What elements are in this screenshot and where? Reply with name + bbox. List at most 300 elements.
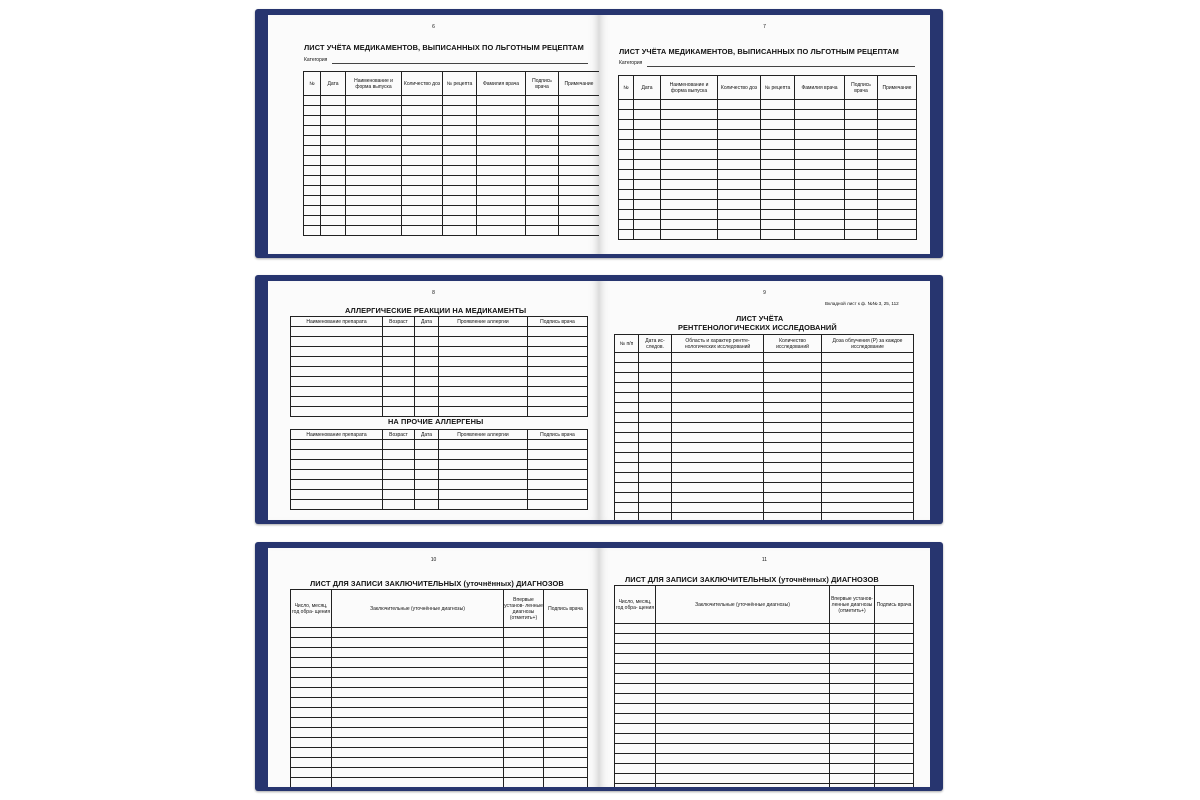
table-cell [439, 377, 528, 387]
table-cell [615, 624, 656, 634]
table-row [615, 423, 914, 433]
table-cell [291, 460, 383, 470]
table-cell [619, 170, 634, 180]
table-row [619, 200, 917, 210]
table-cell [528, 470, 588, 480]
table-cell [504, 758, 544, 768]
table-cell [415, 367, 439, 377]
table-row [291, 768, 588, 778]
table-cell [291, 470, 383, 480]
table-cell [528, 337, 588, 347]
table-cell [656, 644, 830, 654]
table-cell [559, 176, 600, 186]
table-cell [615, 734, 656, 744]
table-cell [639, 493, 672, 503]
table-cell [615, 764, 656, 774]
table-cell [528, 490, 588, 500]
table-cell [291, 337, 383, 347]
table-cell [544, 708, 588, 718]
table-cell [718, 110, 761, 120]
table-cell [830, 694, 875, 704]
table-cell [619, 140, 634, 150]
table-cell [504, 708, 544, 718]
table-cell [764, 503, 822, 513]
table-cell [830, 684, 875, 694]
table-cell [346, 186, 402, 196]
table-cell [845, 150, 878, 160]
page-9 [599, 281, 930, 520]
table-cell [822, 483, 914, 493]
table-cell [830, 624, 875, 634]
table-cell [415, 347, 439, 357]
table-cell [764, 463, 822, 473]
table-row [291, 738, 588, 748]
table-cell [822, 433, 914, 443]
table-cell [291, 397, 383, 407]
table-cell [795, 110, 845, 120]
table-cell [544, 658, 588, 668]
table-cell [656, 664, 830, 674]
table-cell [795, 190, 845, 200]
table-cell [291, 678, 332, 688]
table-cell [346, 156, 402, 166]
table-cell [634, 150, 661, 160]
table-row [291, 500, 588, 510]
table-cell [661, 140, 718, 150]
table-row [291, 357, 588, 367]
table-cell [634, 110, 661, 120]
table-row [619, 130, 917, 140]
table-cell [439, 490, 528, 500]
table-cell [718, 120, 761, 130]
table-cell [504, 658, 544, 668]
table-cell [619, 200, 634, 210]
table-cell [383, 480, 415, 490]
table-cell [332, 758, 504, 768]
table-cell [332, 688, 504, 698]
table-cell [656, 754, 830, 764]
table-cell [544, 728, 588, 738]
table-cell [383, 337, 415, 347]
table-cell [559, 216, 600, 226]
table-cell [656, 714, 830, 724]
table-cell [764, 473, 822, 483]
table-row [615, 624, 914, 634]
table-cell [822, 423, 914, 433]
table-cell [559, 226, 600, 236]
table-cell [291, 357, 383, 367]
table-row [619, 140, 917, 150]
table-cell [291, 327, 383, 337]
table-cell [439, 470, 528, 480]
table-cell [634, 170, 661, 180]
table-cell [346, 116, 402, 126]
table-cell [830, 654, 875, 664]
table-cell [639, 453, 672, 463]
table-row [615, 493, 914, 503]
table-row [291, 668, 588, 678]
book-spread-medications [255, 9, 943, 258]
table-cell [639, 383, 672, 393]
table-cell [439, 500, 528, 510]
table-cell [875, 734, 914, 744]
col-note: Примечание [878, 76, 917, 100]
table-cell [402, 126, 443, 136]
table-row [619, 230, 917, 240]
table-cell [639, 353, 672, 363]
table-cell [291, 648, 332, 658]
table-cell [619, 220, 634, 230]
table-cell [764, 413, 822, 423]
page-10 [268, 548, 599, 787]
table-cell [718, 190, 761, 200]
table-cell [304, 136, 321, 146]
table-cell [332, 698, 504, 708]
table-cell [830, 644, 875, 654]
col-number: № [304, 72, 321, 96]
table-cell [672, 513, 764, 521]
table-row [615, 684, 914, 694]
table-cell [845, 170, 878, 180]
table-cell [321, 196, 346, 206]
table-cell [672, 363, 764, 373]
table-cell [875, 714, 914, 724]
medications-table [618, 75, 917, 240]
table-cell [672, 453, 764, 463]
table-cell [639, 503, 672, 513]
col-manifestation: Проявление аллергии [439, 430, 528, 440]
table-cell [619, 130, 634, 140]
table-row [615, 644, 914, 654]
table-cell [615, 483, 639, 493]
table-cell [761, 150, 795, 160]
table-cell [383, 347, 415, 357]
table-cell [504, 738, 544, 748]
table-cell [528, 377, 588, 387]
table-row [615, 483, 914, 493]
table-cell [639, 393, 672, 403]
col-count: Количество исследований [764, 335, 822, 353]
table-cell [615, 754, 656, 764]
table-cell [332, 638, 504, 648]
table-row [619, 160, 917, 170]
table-cell [526, 136, 559, 146]
table-cell [291, 500, 383, 510]
table-cell [346, 226, 402, 236]
table-row [619, 150, 917, 160]
table-row [304, 196, 600, 206]
table-cell [291, 377, 383, 387]
table-cell [822, 393, 914, 403]
table-row [291, 460, 588, 470]
table-cell [321, 96, 346, 106]
table-cell [634, 220, 661, 230]
table-cell [332, 768, 504, 778]
page-number: 6 [432, 24, 435, 30]
table-cell [661, 230, 718, 240]
table-cell [304, 116, 321, 126]
table-cell [291, 768, 332, 778]
table-cell [291, 738, 332, 748]
table-row [619, 210, 917, 220]
table-cell [672, 483, 764, 493]
table-cell [615, 353, 639, 363]
table-row [615, 744, 914, 754]
table-cell [875, 764, 914, 774]
table-row [291, 748, 588, 758]
table-cell [544, 668, 588, 678]
xray-table [614, 334, 914, 520]
col-number: № п/п [615, 335, 639, 353]
table-row [615, 513, 914, 521]
table-row [291, 728, 588, 738]
table-cell [761, 110, 795, 120]
table-cell [615, 684, 656, 694]
table-cell [672, 383, 764, 393]
table-row [615, 634, 914, 644]
table-cell [291, 450, 383, 460]
table-row [619, 170, 917, 180]
table-cell [661, 220, 718, 230]
table-cell [526, 176, 559, 186]
table-cell [822, 383, 914, 393]
table-cell [875, 624, 914, 634]
table-row [304, 146, 600, 156]
table-cell [544, 648, 588, 658]
table-row [615, 704, 914, 714]
table-cell [528, 440, 588, 450]
table-cell [291, 628, 332, 638]
table-cell [477, 186, 526, 196]
table-cell [383, 367, 415, 377]
col-date: Дата ис- следов. [639, 335, 672, 353]
table-cell [764, 393, 822, 403]
table-row [615, 694, 914, 704]
col-date: Дата [415, 430, 439, 440]
table-cell [656, 744, 830, 754]
table-cell [528, 357, 588, 367]
table-cell [528, 460, 588, 470]
table-cell [718, 220, 761, 230]
table-cell [346, 166, 402, 176]
table-cell [439, 337, 528, 347]
table-cell [415, 500, 439, 510]
table-cell [443, 186, 477, 196]
table-cell [615, 493, 639, 503]
table-cell [718, 130, 761, 140]
table-cell [332, 738, 504, 748]
table-row [619, 180, 917, 190]
table-cell [332, 668, 504, 678]
table-cell [875, 784, 914, 788]
table-cell [615, 463, 639, 473]
col-prescription: № рецепта [443, 72, 477, 96]
page-number: 8 [432, 290, 435, 296]
table-row [619, 190, 917, 200]
table-row [291, 327, 588, 337]
table-cell [661, 150, 718, 160]
table-cell [830, 754, 875, 764]
table-cell [672, 353, 764, 363]
table-cell [764, 423, 822, 433]
table-cell [761, 190, 795, 200]
table-cell [383, 450, 415, 460]
table-cell [346, 146, 402, 156]
category-line [647, 66, 915, 67]
table-cell [332, 678, 504, 688]
table-cell [402, 116, 443, 126]
table-cell [321, 146, 346, 156]
col-signature: Подпись врача [875, 586, 914, 624]
table-row [615, 724, 914, 734]
table-cell [559, 206, 600, 216]
table-cell [822, 493, 914, 503]
page-title: ЛИСТ ДЛЯ ЗАПИСИ ЗАКЛЮЧИТЕЛЬНЫХ (уточнённых) ДИАГНОЗОВ [310, 579, 564, 588]
table-cell [878, 170, 917, 180]
table-cell [822, 443, 914, 453]
table-cell [822, 473, 914, 483]
col-doctor: Фамилия врача [795, 76, 845, 100]
table-cell [321, 106, 346, 116]
table-cell [830, 674, 875, 684]
col-diagnosis: Заключительные (уточнённые диагнозы) [332, 590, 504, 628]
table-cell [321, 226, 346, 236]
table-cell [845, 100, 878, 110]
table-cell [718, 200, 761, 210]
table-cell [383, 460, 415, 470]
table-cell [477, 166, 526, 176]
table-cell [615, 393, 639, 403]
table-row [304, 186, 600, 196]
col-number: № [619, 76, 634, 100]
table-cell [619, 210, 634, 220]
table-cell [559, 166, 600, 176]
table-cell [656, 654, 830, 664]
table-row [615, 363, 914, 373]
table-cell [656, 784, 830, 788]
table-cell [639, 483, 672, 493]
table-cell [718, 160, 761, 170]
table-cell [795, 140, 845, 150]
table-cell [304, 206, 321, 216]
table-cell [321, 126, 346, 136]
table-cell [415, 440, 439, 450]
table-cell [619, 230, 634, 240]
table-cell [718, 140, 761, 150]
table-cell [615, 664, 656, 674]
table-row [304, 96, 600, 106]
table-cell [878, 180, 917, 190]
table-cell [830, 734, 875, 744]
table-cell [795, 220, 845, 230]
table-row [615, 403, 914, 413]
table-cell [304, 176, 321, 186]
page-title: ЛИСТ УЧЁТА [736, 314, 784, 323]
table-cell [443, 126, 477, 136]
table-cell [321, 186, 346, 196]
table-cell [619, 100, 634, 110]
table-cell [402, 106, 443, 116]
col-signature: Подпись врача [544, 590, 588, 628]
table-cell [544, 738, 588, 748]
table-cell [795, 120, 845, 130]
table-cell [443, 116, 477, 126]
section-title: НА ПРОЧИЕ АЛЛЕРГЕНЫ [388, 417, 484, 426]
table-cell [634, 180, 661, 190]
table-cell [615, 724, 656, 734]
table-cell [878, 140, 917, 150]
table-cell [304, 226, 321, 236]
table-cell [528, 347, 588, 357]
table-cell [528, 407, 588, 417]
table-row [291, 708, 588, 718]
table-cell [878, 130, 917, 140]
table-cell [875, 694, 914, 704]
table-cell [795, 130, 845, 140]
table-cell [795, 160, 845, 170]
table-cell [845, 200, 878, 210]
table-cell [383, 440, 415, 450]
table-cell [875, 674, 914, 684]
table-cell [761, 170, 795, 180]
table-cell [544, 638, 588, 648]
col-drug-name: Наименование препарата [291, 317, 383, 327]
table-cell [304, 186, 321, 196]
page-title: ЛИСТ УЧЁТА МЕДИКАМЕНТОВ, ВЫПИСАННЫХ ПО ЛЬГОТНЫМ РЕЦЕПТАМ [619, 47, 899, 56]
table-cell [718, 210, 761, 220]
table-cell [656, 684, 830, 694]
table-cell [830, 764, 875, 774]
table-cell [764, 513, 822, 521]
table-cell [615, 784, 656, 788]
table-cell [443, 96, 477, 106]
table-cell [822, 453, 914, 463]
table-cell [544, 748, 588, 758]
table-cell [443, 216, 477, 226]
table-cell [526, 96, 559, 106]
table-cell [661, 190, 718, 200]
table-cell [477, 196, 526, 206]
table-cell [761, 210, 795, 220]
col-area: Область и характер рентге- нологических исследований [672, 335, 764, 353]
table-cell [504, 678, 544, 688]
table-cell [526, 126, 559, 136]
table-row [615, 784, 914, 788]
table-row [615, 503, 914, 513]
table-cell [639, 433, 672, 443]
table-cell [639, 513, 672, 521]
table-cell [443, 206, 477, 216]
table-cell [764, 373, 822, 383]
table-cell [321, 176, 346, 186]
table-cell [795, 210, 845, 220]
table-cell [402, 136, 443, 146]
table-cell [321, 156, 346, 166]
table-cell [477, 96, 526, 106]
table-cell [477, 146, 526, 156]
table-cell [672, 373, 764, 383]
table-cell [830, 714, 875, 724]
table-cell [304, 126, 321, 136]
table-cell [619, 120, 634, 130]
table-cell [656, 764, 830, 774]
col-diagnosis: Заключительные (уточнённые диагнозы) [656, 586, 830, 624]
page-8 [268, 281, 599, 520]
table-cell [291, 708, 332, 718]
table-cell [845, 220, 878, 230]
table-cell [764, 453, 822, 463]
table-cell [795, 180, 845, 190]
